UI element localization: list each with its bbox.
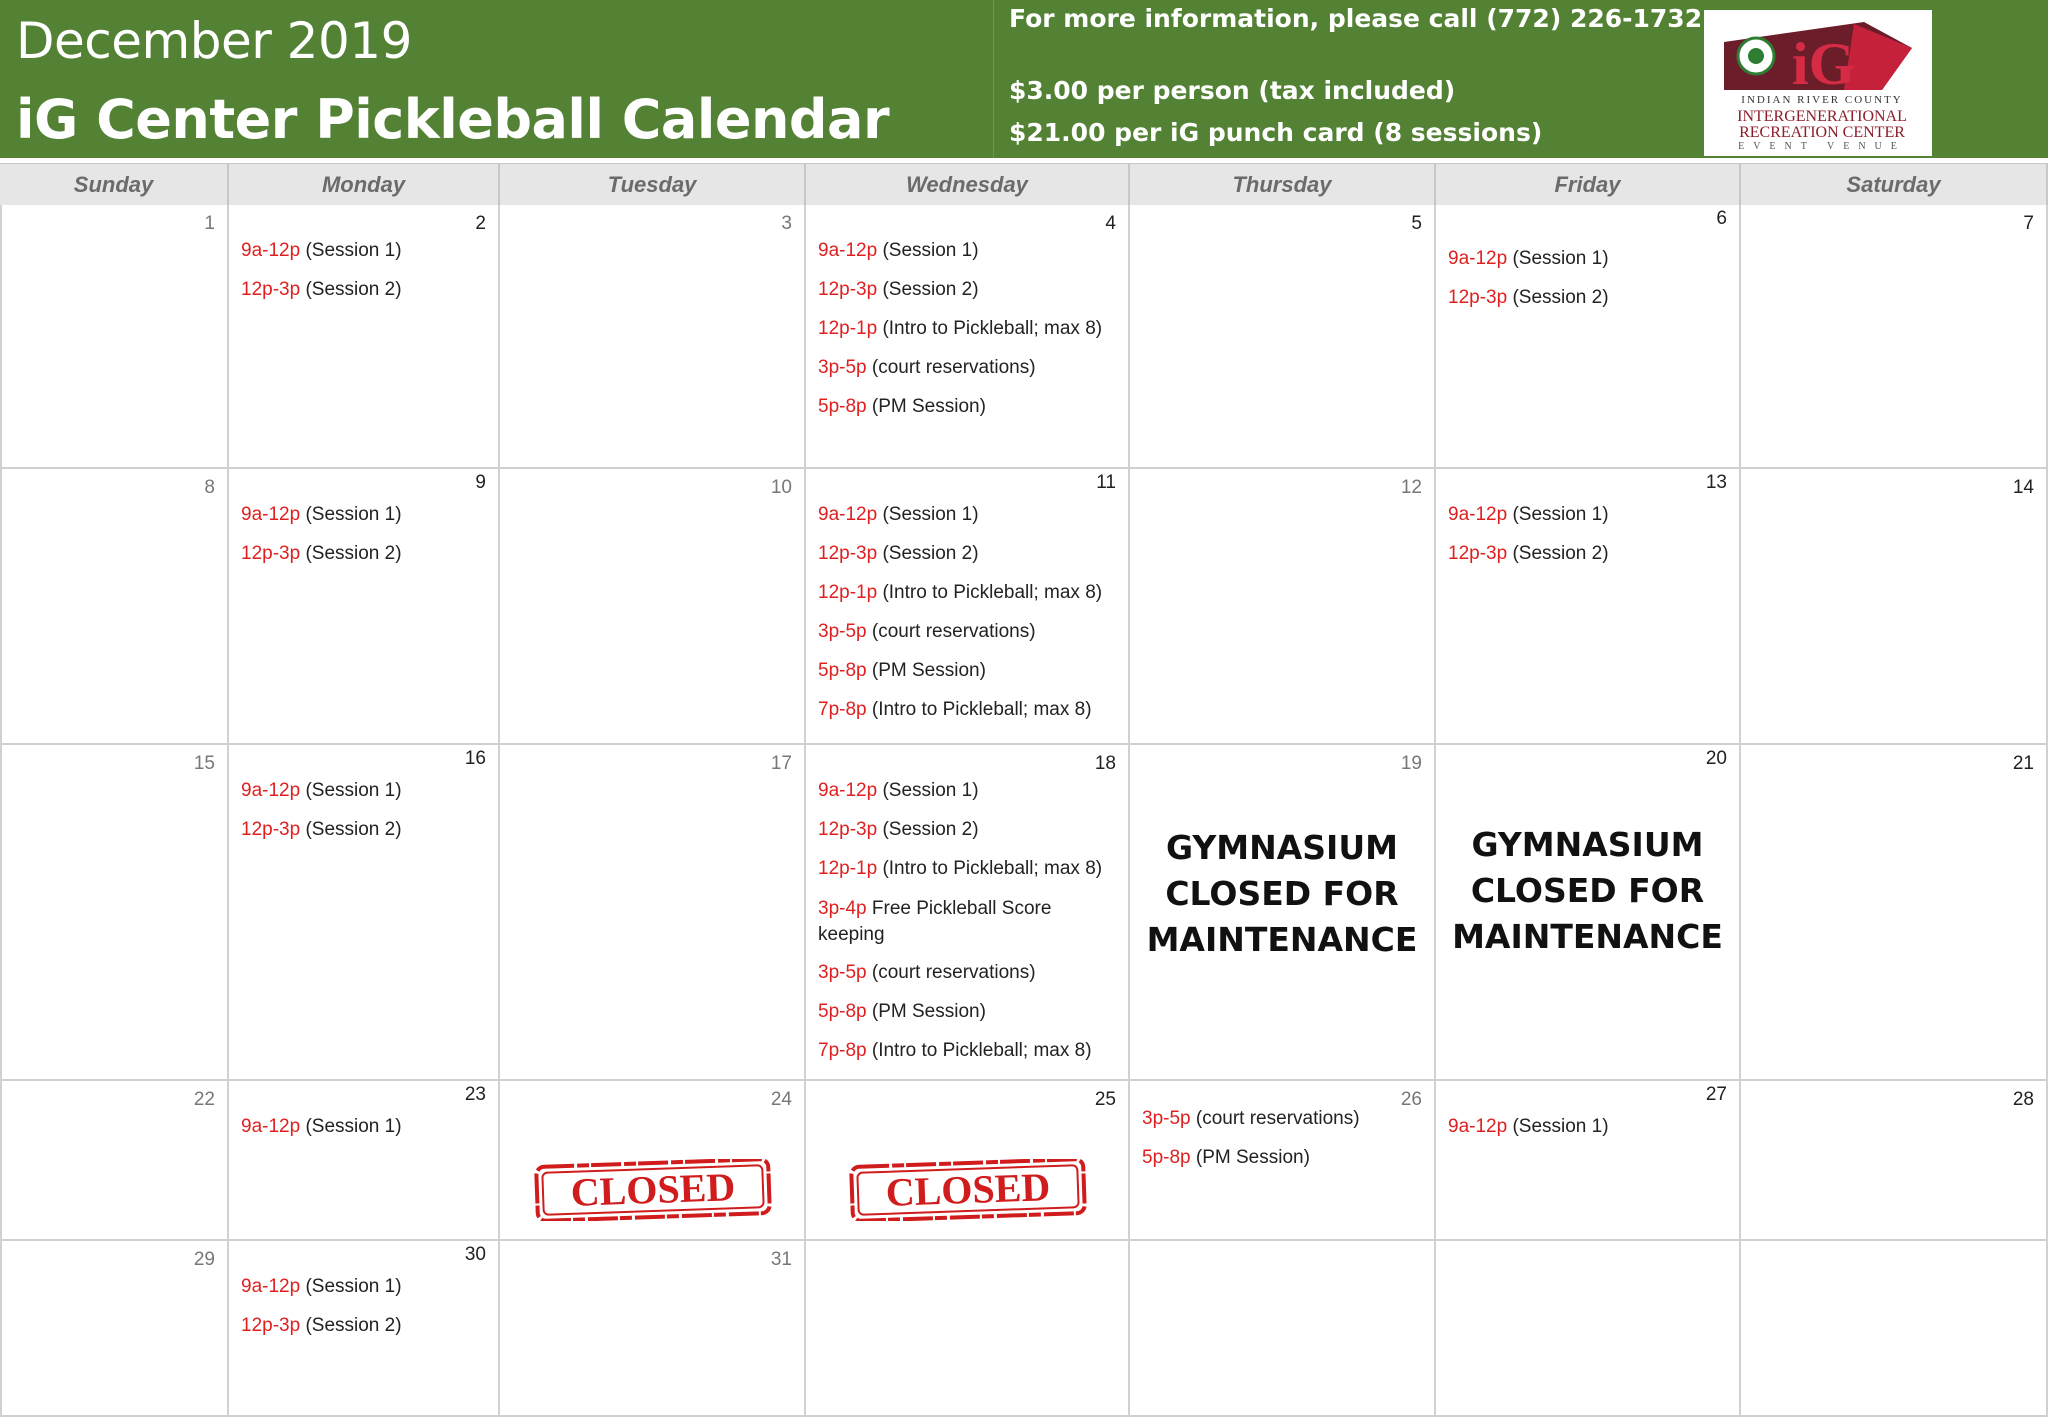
event-description: (Session 1) [1507, 1116, 1609, 1137]
event-time: 12p-3p [241, 1315, 301, 1336]
event-description: (Session 2) [300, 1315, 402, 1336]
price-per-person: $3.00 per person (tax included) [1009, 76, 1456, 105]
event-time: 5p-8p [818, 660, 867, 681]
event-description: (Intro to Pickleball; max 8) [866, 699, 1092, 720]
day-cell [0, 205, 229, 469]
day-cell [229, 205, 500, 469]
day-cell [500, 1241, 806, 1417]
month-label: December 2019 [16, 12, 412, 70]
day-cell [1741, 745, 2048, 1081]
logo-county: INDIAN RIVER COUNTY [1741, 94, 1903, 106]
logo-event-venue: EVENT VENUE [1738, 141, 1906, 152]
event-description: (Intro to Pickleball; max 8) [877, 858, 1103, 879]
day-cell [1130, 205, 1436, 469]
day-header-6: Saturday [1741, 163, 2048, 205]
day-number: 19 [1400, 753, 1422, 774]
event-description: (court reservations) [1190, 1108, 1360, 1129]
closed-stamp-text: CLOSED [884, 1164, 1051, 1215]
event-time: 7p-8p [818, 699, 867, 720]
day-cell [1436, 469, 1741, 745]
day-number: 26 [1400, 1089, 1422, 1110]
event-description: (PM Session) [866, 396, 986, 417]
event-description: (Session 2) [877, 543, 979, 564]
calendar-event [818, 542, 979, 566]
day-number: 15 [193, 753, 215, 774]
closed-stamp-text: CLOSED [569, 1164, 736, 1215]
day-number: 9 [475, 472, 486, 493]
day-number: 25 [1094, 1089, 1116, 1110]
event-description: (Session 2) [300, 279, 402, 300]
event-time: 5p-8p [1142, 1147, 1191, 1168]
event-description: (court reservations) [866, 357, 1036, 378]
maintenance-notice [1130, 825, 1434, 963]
calendar-event [818, 961, 1036, 985]
event-time: 12p-1p [818, 858, 878, 879]
calendar-event [818, 317, 1102, 341]
calendar-event [818, 818, 979, 842]
day-cell [0, 745, 229, 1081]
day-number: 27 [1705, 1084, 1727, 1105]
day-number: 21 [2012, 753, 2034, 774]
day-cell [500, 205, 806, 469]
event-description: (Intro to Pickleball; max 8) [877, 318, 1103, 339]
event-time: 9a-12p [241, 780, 301, 801]
day-number: 11 [1096, 472, 1116, 493]
day-number: 24 [770, 1089, 792, 1110]
event-description: (Session 2) [877, 279, 979, 300]
event-description: (Session 1) [300, 504, 402, 525]
calendar-event [1142, 1146, 1310, 1170]
maintenance-line: MAINTENANCE [1146, 920, 1418, 959]
day-header-3: Wednesday [806, 163, 1130, 205]
event-description: (Session 2) [877, 819, 979, 840]
day-cell [0, 469, 229, 745]
event-description: (PM Session) [866, 1001, 986, 1022]
calendar-event [818, 581, 1102, 605]
maintenance-line: CLOSED FOR [1470, 871, 1705, 910]
calendar-event [241, 779, 402, 803]
calendar-event [1448, 286, 1609, 310]
event-description: (Session 1) [1507, 248, 1609, 269]
maintenance-notice [1436, 822, 1739, 960]
calendar-event [1448, 247, 1609, 271]
event-description: (Session 1) [877, 504, 979, 525]
calendar-event [818, 395, 986, 419]
maintenance-line: GYMNASIUM [1166, 828, 1398, 867]
event-time: 12p-3p [241, 279, 301, 300]
day-number: 1 [204, 213, 215, 234]
calendar-event [1448, 1115, 1609, 1139]
event-time: 12p-1p [818, 318, 878, 339]
calendar-event [818, 857, 1102, 881]
day-number: 20 [1705, 748, 1727, 769]
day-cell [806, 1081, 1130, 1241]
punch-card-price: $21.00 per iG punch card (8 sessions) [1009, 118, 1543, 147]
logo-recreation-center: RECREATION CENTER [1739, 124, 1905, 141]
event-time: 3p-5p [818, 621, 867, 642]
day-cell [0, 1081, 229, 1241]
calendar-event [818, 239, 979, 263]
calendar-event [818, 356, 1036, 380]
event-time: 9a-12p [818, 780, 878, 801]
calendar-event [241, 1314, 402, 1338]
day-cell [0, 1241, 229, 1417]
event-time: 9a-12p [818, 504, 878, 525]
contact-info: For more information, please call (772) 226-1732 [1009, 4, 1703, 33]
day-number: 12 [1400, 477, 1422, 498]
day-cell [806, 745, 1130, 1081]
event-description: (court reservations) [866, 962, 1036, 983]
event-description: (Session 1) [300, 1116, 402, 1137]
event-time: 12p-3p [818, 819, 878, 840]
calendar-event [241, 818, 402, 842]
day-number: 2 [475, 213, 486, 234]
event-time: 9a-12p [241, 240, 301, 261]
event-description: (Session 1) [300, 780, 402, 801]
event-time: 3p-5p [1142, 1108, 1191, 1129]
day-cell [500, 745, 806, 1081]
day-cell [500, 469, 806, 745]
event-time: 9a-12p [818, 240, 878, 261]
event-time: 9a-12p [1448, 504, 1508, 525]
day-number: 16 [464, 748, 486, 769]
day-number: 10 [770, 477, 792, 498]
event-time: 3p-5p [818, 962, 867, 983]
day-header-0: Sunday [0, 163, 229, 205]
event-description: (Session 2) [300, 543, 402, 564]
day-number: 29 [193, 1249, 215, 1270]
header-divider [993, 0, 994, 158]
calendar-event [818, 779, 979, 803]
calendar-event [818, 620, 1036, 644]
calendar-event [241, 542, 402, 566]
calendar-event [241, 239, 402, 263]
day-number: 28 [2012, 1089, 2034, 1110]
day-number: 23 [464, 1084, 486, 1105]
calendar-event [241, 503, 402, 527]
event-description: (PM Session) [866, 660, 986, 681]
calendar-event [818, 503, 979, 527]
day-cell [1130, 745, 1436, 1081]
maintenance-line: MAINTENANCE [1452, 917, 1723, 956]
event-description: (Session 1) [1507, 504, 1609, 525]
day-number: 22 [193, 1089, 215, 1110]
day-number: 3 [781, 213, 792, 234]
logo-mark: iG [1792, 31, 1856, 97]
logo-intergenerational: INTERGENERATIONAL [1737, 108, 1907, 125]
day-cell [1436, 205, 1741, 469]
event-time: 12p-3p [818, 543, 878, 564]
event-description: (Session 1) [877, 240, 979, 261]
day-cell [229, 1081, 500, 1241]
calendar-event [818, 1000, 986, 1024]
event-description: (Intro to Pickleball; max 8) [877, 582, 1103, 603]
event-time: 9a-12p [241, 1116, 301, 1137]
day-number: 14 [2012, 477, 2034, 498]
day-cell [806, 469, 1130, 745]
day-cell [1436, 1081, 1741, 1241]
calendar-event [818, 698, 1092, 722]
day-cell [1130, 1081, 1436, 1241]
maintenance-line: GYMNASIUM [1471, 825, 1704, 864]
calendar-event [241, 1115, 402, 1139]
day-cell [229, 469, 500, 745]
calendar-event [1448, 542, 1609, 566]
event-description: (Session 1) [877, 780, 979, 801]
day-cell [1436, 1241, 1741, 1417]
day-cell [229, 745, 500, 1081]
closed-stamp [848, 1159, 1088, 1221]
event-time: 3p-4p [818, 898, 867, 919]
calendar-event [241, 278, 402, 302]
event-description: (Session 1) [300, 240, 402, 261]
day-header-2: Tuesday [500, 163, 806, 205]
day-cell [1436, 745, 1741, 1081]
event-description: (Session 2) [1507, 287, 1609, 308]
event-time: 9a-12p [1448, 248, 1508, 269]
day-cell [1130, 469, 1436, 745]
day-cell [500, 1081, 806, 1241]
event-description: (Intro to Pickleball; max 8) [866, 1040, 1092, 1061]
event-time: 12p-3p [241, 819, 301, 840]
maintenance-line: CLOSED FOR [1165, 874, 1399, 913]
calendar-header [0, 0, 2048, 158]
calendar-event [818, 1039, 1092, 1063]
event-time: 9a-12p [241, 1276, 301, 1297]
day-number: 30 [464, 1244, 486, 1265]
day-number: 4 [1105, 213, 1116, 234]
event-time: 12p-1p [818, 582, 878, 603]
calendar-event [241, 1275, 402, 1299]
event-description: (Session 2) [300, 819, 402, 840]
event-description: (court reservations) [866, 621, 1036, 642]
day-number: 5 [1411, 213, 1422, 234]
event-time: 9a-12p [241, 504, 301, 525]
event-time: 12p-3p [1448, 287, 1508, 308]
calendar-event [818, 278, 979, 302]
day-header-1: Monday [229, 163, 500, 205]
event-time: 7p-8p [818, 1040, 867, 1061]
event-time: 9a-12p [1448, 1116, 1508, 1137]
day-cell [1130, 1241, 1436, 1417]
day-header-4: Thursday [1130, 163, 1436, 205]
day-cell [1741, 1241, 2048, 1417]
event-description: (PM Session) [1190, 1147, 1310, 1168]
event-description: (Session 2) [1507, 543, 1609, 564]
day-number: 8 [204, 477, 215, 498]
day-number: 7 [2023, 213, 2034, 234]
day-cell [806, 1241, 1130, 1417]
closed-stamp [533, 1159, 773, 1221]
event-time: 3p-5p [818, 357, 867, 378]
day-number: 18 [1094, 753, 1116, 774]
calendar-event [1448, 503, 1609, 527]
day-cell [1741, 469, 2048, 745]
event-time: 12p-3p [1448, 543, 1508, 564]
day-header-5: Friday [1436, 163, 1741, 205]
page-title: iG Center Pickleball Calendar [16, 88, 890, 151]
event-time: 5p-8p [818, 396, 867, 417]
calendar-event [818, 896, 1108, 948]
day-cell [806, 205, 1130, 469]
day-number: 13 [1705, 472, 1727, 493]
event-description: (Session 1) [300, 1276, 402, 1297]
ig-center-logo [1704, 10, 1932, 156]
calendar-event [818, 659, 986, 683]
event-time: 12p-3p [818, 279, 878, 300]
day-number: 6 [1716, 208, 1727, 229]
day-number: 17 [770, 753, 792, 774]
day-cell [1741, 1081, 2048, 1241]
calendar-event [1142, 1107, 1360, 1131]
event-time: 5p-8p [818, 1001, 867, 1022]
day-cell [229, 1241, 500, 1417]
event-time: 12p-3p [241, 543, 301, 564]
event-description: Free Pickleball Score keeping [818, 898, 1052, 945]
day-number: 31 [770, 1249, 792, 1270]
day-cell [1741, 205, 2048, 469]
